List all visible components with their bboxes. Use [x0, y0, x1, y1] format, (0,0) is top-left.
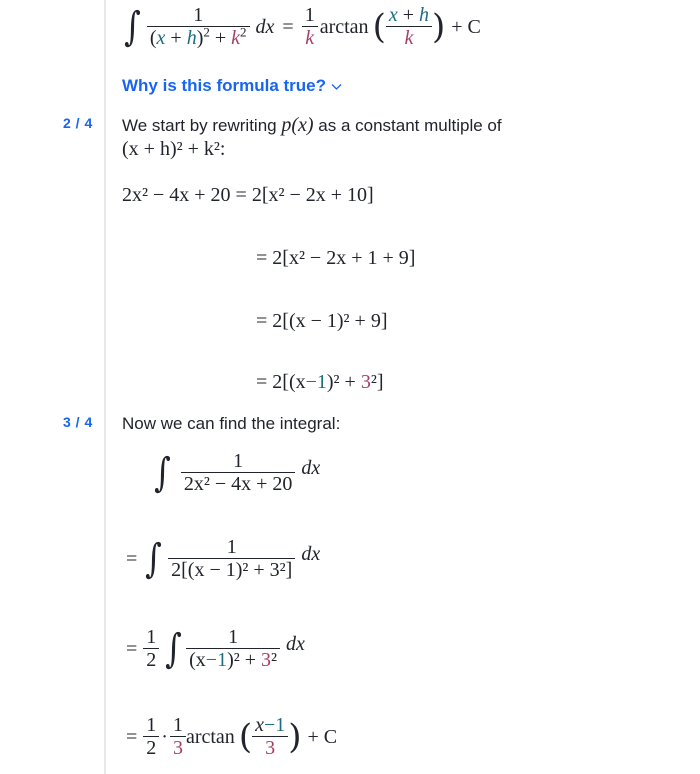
dx-symbol: dx — [286, 632, 305, 655]
formula-lhs-fraction — [147, 4, 250, 50]
plus-constant: + C — [451, 15, 481, 38]
step-2-text: We start by rewriting p(x) as a constant multiple of — [122, 114, 502, 136]
fraction-numerator: 1 — [193, 4, 204, 26]
integral-3-coef: $\frac{1}{2}$ — [143, 626, 159, 672]
formula-arg-fraction: $\frac{x + h}{k}$ — [386, 4, 432, 50]
integral-line-1 — [152, 450, 320, 496]
integral-3-fraction: $\frac{1}{\text{(x−1)² + 3²}}$ — [186, 626, 280, 672]
why-formula-link-label[interactable]: Why is this formula true? — [122, 76, 327, 95]
integral-2-fraction: $\frac{1}{\text{2[(x − 1)² + 3²]}}$ — [168, 536, 295, 582]
step-rail — [104, 0, 106, 774]
dx-symbol: dx — [301, 542, 321, 565]
result-arg-fraction: $\frac{x-1}{3}$ — [252, 714, 288, 760]
multiply-dot: · — [161, 725, 168, 748]
function-p-of-x: p(x) — [281, 114, 314, 136]
right-paren: ) — [288, 717, 302, 757]
formula-header — [122, 4, 481, 50]
equals-sign: = — [282, 15, 294, 38]
equation-line-4: = 2[(x−1)² + 3²] — [256, 371, 384, 393]
step-3-text: Now we can find the integral: — [122, 414, 341, 433]
equation-line-3: = 2[(x − 1)² + 9] — [256, 310, 388, 332]
plus-constant: + C — [307, 725, 338, 748]
integral-sign: ∫ — [124, 4, 141, 50]
right-paren: ) — [432, 7, 446, 47]
equation-line-2: = 2[x² − 2x + 1 + 9] — [256, 247, 416, 269]
step-number-3: 3 / 4 — [63, 414, 93, 430]
integral-sign: ∫ — [145, 536, 163, 582]
formula-coef-fraction: $\frac{1}{k}$ — [302, 4, 318, 50]
equals-sign: = — [126, 547, 138, 570]
why-formula-link[interactable] — [122, 76, 342, 96]
integral-sign: ∫ — [154, 450, 171, 496]
left-paren: ( — [238, 717, 253, 757]
arctan-label: arctan — [185, 725, 235, 748]
equation-line-1: 2x² − 4x + 20 = 2[x² − 2x + 10] — [122, 184, 374, 206]
integral-line-3 — [126, 626, 305, 672]
result-coef-1: $\frac{1}{2}$ — [143, 714, 159, 760]
chevron-down-icon[interactable] — [331, 83, 342, 91]
integral-line-2 — [126, 536, 320, 582]
result-coef-2: $\frac{1}{3}$ — [170, 714, 186, 760]
dx-symbol: dx — [255, 15, 275, 38]
equals-sign: = — [126, 637, 138, 660]
integral-sign: ∫ — [165, 626, 183, 672]
fraction-denominator: $(x + h)^2 + k^2$ — [149, 24, 247, 49]
step-number-2: 2 / 4 — [63, 115, 93, 131]
arctan-label: arctan — [319, 15, 369, 38]
left-paren: ( — [372, 7, 386, 47]
dx-symbol: dx — [301, 456, 321, 479]
integral-1-fraction: $\frac{1}{\text{2x² − 4x + 20}}$ — [181, 450, 296, 496]
result-line — [126, 714, 337, 760]
equals-sign: = — [126, 725, 138, 748]
step-2-expression: (x + h)² + k²: — [122, 138, 226, 160]
